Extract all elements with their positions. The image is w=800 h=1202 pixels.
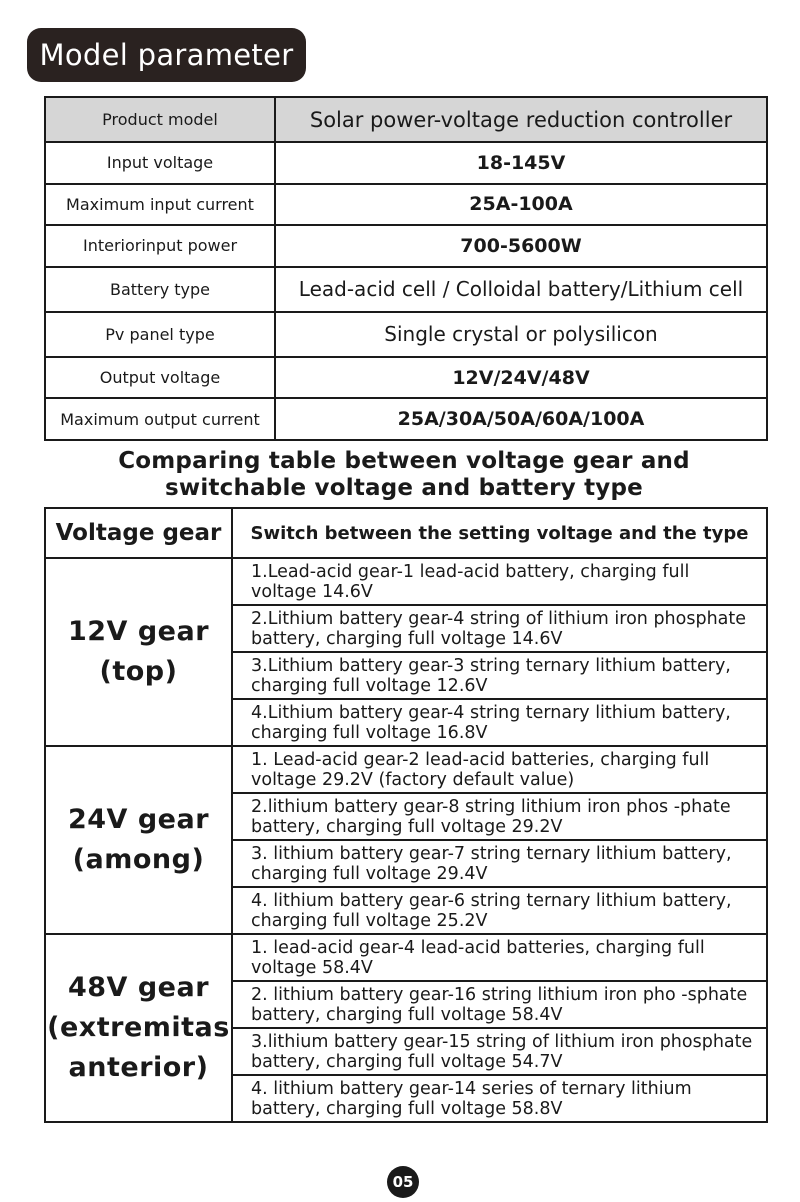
param-label: Battery type: [45, 267, 275, 312]
param-label: Input voltage: [45, 142, 275, 184]
option-row: [45, 746, 767, 793]
comparison-title: [0, 448, 800, 502]
param-value: Lead-acid cell / Colloidal battery/Lithium cell: [275, 267, 767, 312]
section-title: Model parameter: [39, 38, 294, 72]
comparison-table: [44, 507, 768, 1123]
gear-label: (top): [99, 656, 178, 687]
param-row: [45, 97, 767, 142]
param-label: Maximum output current: [45, 398, 275, 440]
option-cell: 4.Lithium battery gear-4 string ternary lithium battery, charging full voltage 16.8V: [232, 699, 767, 746]
option-cell: 3. lithium battery gear-7 string ternary lithium battery, charging full voltage 29.4V: [232, 840, 767, 887]
param-row: [45, 312, 767, 357]
param-value: Solar power-voltage reduction controller: [275, 97, 767, 142]
gear-label: (among): [72, 844, 205, 875]
param-row: [45, 225, 767, 267]
comparison-title-line: Comparing table between voltage gear and: [118, 448, 690, 474]
comparison-header-row: [45, 508, 767, 558]
gear-label: 24V gear: [67, 804, 210, 835]
param-value: 700-5600W: [275, 225, 767, 267]
gear-cell-48v: [45, 934, 232, 1122]
param-value: 12V/24V/48V: [275, 357, 767, 399]
option-cell: 2.Lithium battery gear-4 string of lithium iron phosphate battery, charging full voltage 14.6V: [232, 605, 767, 652]
param-label: Product model: [45, 97, 275, 142]
section-title-badge: [27, 28, 306, 82]
param-label: Pv panel type: [45, 312, 275, 357]
gear-cell-12v: [45, 558, 232, 746]
gear-label: 12V gear: [67, 616, 210, 647]
option-cell: 4. lithium battery gear-6 string ternary lithium battery, charging full voltage 25.2V: [232, 887, 767, 934]
column-header-switch: Switch between the setting voltage and the type: [232, 508, 767, 558]
option-cell: 1. Lead-acid gear-2 lead-acid batteries, charging full voltage 29.2V (factory default value): [232, 746, 767, 793]
gear-cell-24v: [45, 746, 232, 934]
param-label: Interiorinput power: [45, 225, 275, 267]
param-row: [45, 267, 767, 312]
option-cell: 2.lithium battery gear-8 string lithium iron phos -phate battery, charging full voltage 29.2V: [232, 793, 767, 840]
option-cell: 3.Lithium battery gear-3 string ternary lithium battery, charging full voltage 12.6V: [232, 652, 767, 699]
page-number-badge: [387, 1166, 419, 1198]
page-number: 05: [392, 1173, 414, 1191]
gear-label: (extremitas: [47, 1012, 230, 1043]
param-value: 25A/30A/50A/60A/100A: [275, 398, 767, 440]
param-value: 18-145V: [275, 142, 767, 184]
param-value: Single crystal or polysilicon: [275, 312, 767, 357]
column-header-voltage-gear: Voltage gear: [45, 508, 232, 558]
model-parameter-table: [44, 96, 768, 441]
option-cell: 4. lithium battery gear-14 series of ternary lithium battery, charging full voltage 58.8V: [232, 1075, 767, 1122]
option-row: [45, 934, 767, 981]
option-cell: 1.Lead-acid gear-1 lead-acid battery, charging full voltage 14.6V: [232, 558, 767, 605]
param-label: Maximum input current: [45, 184, 275, 226]
option-row: [45, 558, 767, 605]
gear-label: anterior): [68, 1052, 209, 1083]
param-row: [45, 184, 767, 226]
gear-label: 48V gear: [67, 972, 210, 1003]
option-cell: 3.lithium battery gear-15 string of lithium iron phosphate battery, charging full voltage 54.7V: [232, 1028, 767, 1075]
param-row: [45, 398, 767, 440]
comparison-title-line: switchable voltage and battery type: [165, 475, 643, 501]
param-label: Output voltage: [45, 357, 275, 399]
param-row: [45, 142, 767, 184]
param-row: [45, 357, 767, 399]
option-cell: 1. lead-acid gear-4 lead-acid batteries, charging full voltage 58.4V: [232, 934, 767, 981]
option-cell: 2. lithium battery gear-16 string lithium iron pho -sphate battery, charging full voltage 58.4V: [232, 981, 767, 1028]
param-value: 25A-100A: [275, 184, 767, 226]
